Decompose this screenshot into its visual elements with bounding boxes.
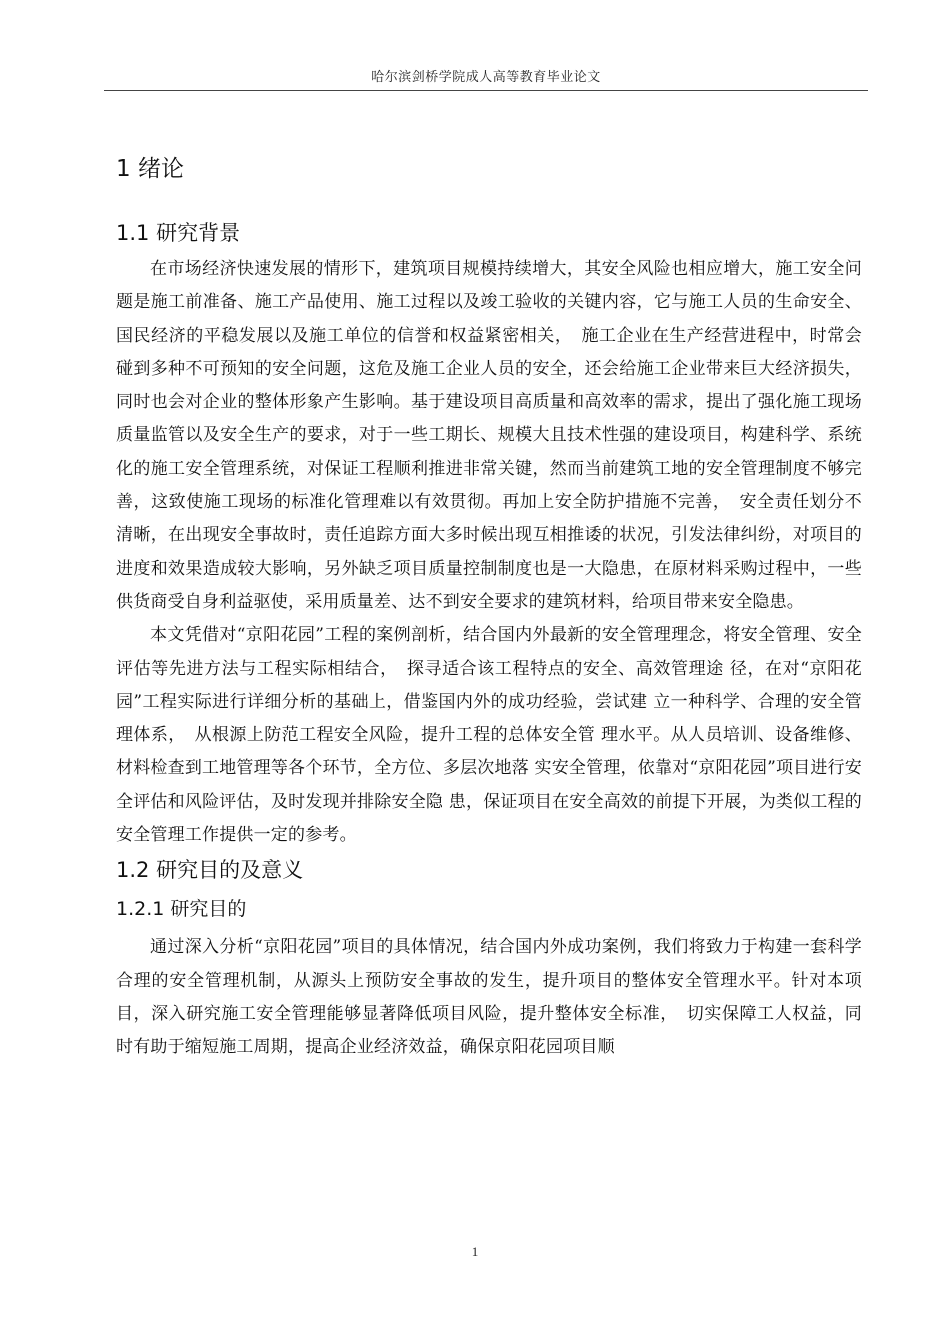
running-header: 哈尔滨剑桥学院成人高等教育毕业论文 xyxy=(371,70,601,85)
paragraph: 通过深入分析“京阳花园”项目的具体情况，结合国内外成功案例，我们将致力于构建一套科学合理的安全管理机制，从源头上预防安全事故的发生，提升项目的整体安全管理水平。针对本项目，深入研究施工安全管理能够显著降低项目风险，提升整体安全标准， 切实保障工人权益，同时有助于缩短施工周期，提高企业经济效益，确保京阳花园项目顺 xyxy=(116,937,862,1058)
body-content xyxy=(116,150,862,1065)
paragraph: 在市场经济快速发展的情形下，建筑项目规模持续增大，其安全风险也相应增大，施工安全问题是施工前准备、施工产品使用、施工过程以及竣工验收的关键内容，它与施工人员的生命安全、国民经济的平稳发展以及施工单位的信誉和权益紧密相关， 施工企业在生产经营进程中，时常会碰到多种不可预知的安全问题，这危及施工企业人员的安全，还会给施工企业带来巨大经济损失，同时也会对企业的整体形象产生影响。基于建设项目高质量和高效率的需求，提出了强化施工现场质量监管以及安全生产的要求，对于一些工期长、规模大且技术性强的建设项目，构建科学、系统化的施工安全管理系统，对保证工程顺利推进非常关键，然而当前建筑工地的安全管理制度不够完善，这致使施工现场的标准化管理难以有效贯彻。再加上安全防护措施不完善， 安全责任划分不清晰，在出现安全事故时，责任追踪方面大多时候出现互相推诿的状况，引发法律纠纷，对项目的进度和效果造成较大影响，另外缺乏项目质量控制制度也是一大隐患，在原材料采购过程中，一些供货商受自身利益驱使，采用质量差、达不到安全要求的建筑材料，给项目带来安全隐患。 xyxy=(116,259,862,612)
subsection-title-1-2-1: 1.2.1 研究目的 xyxy=(116,898,247,921)
chapter-title: 1 绪论 xyxy=(116,156,184,182)
section-title-1-1: 1.1 研究背景 xyxy=(116,221,241,245)
section-title-1-2: 1.2 研究目的及意义 xyxy=(116,858,304,883)
header-rule xyxy=(104,90,868,91)
page-number: 1 xyxy=(471,1244,479,1259)
paragraph: 本文凭借对“京阳花园”工程的案例剖析，结合国内外最新的安全管理理念，将安全管理、安全评估等先进方法与工程实际相结合， 探寻适合该工程特点的安全、高效管理途 径，在对“京阳花园”工程实际进行详细分析的基础上，借鉴国内外的成功经验，尝试建 立一种科学、合理的安全管理体系， 从根源上防范工程安全风险，提升工程的总体安全管 理水平。从人员培训、设备维修、材料检查到工地管理等各个环节，全方位、多层次地落 实安全管理，依靠对“京阳花园”项目进行安全评估和风险评估，及时发现并排除安全隐 患，保证项目在安全高效的前提下开展，为类似工程的安全管理工作提供一定的参考。 xyxy=(116,625,862,846)
